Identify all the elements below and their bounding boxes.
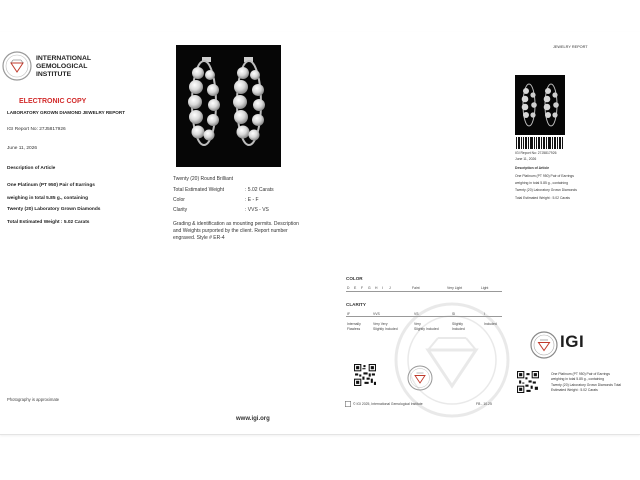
color-tick-very-light: Very Light: [447, 286, 463, 290]
right-desc-heading: Description of Article: [515, 166, 550, 170]
description-line-1: One Platinum (PT 950) Pair of Earrings: [7, 183, 95, 188]
weight-value: : 5.02 Carats: [245, 187, 274, 193]
report-number: IGI Report No: 27J5817926: [7, 127, 66, 132]
earrings-thumbnail-image: [515, 75, 565, 135]
clarity-desc-vvs-1: Very Very: [373, 322, 388, 326]
color-tick-d: D: [347, 286, 350, 290]
shape-value: Twenty (20) Round Brilliant: [173, 176, 234, 182]
color-value: : E - F: [245, 197, 259, 203]
clarity-desc-vs-1: Very: [414, 322, 421, 326]
clarity-scale-heading: CLARITY: [346, 302, 366, 307]
clarity-tick-vs: VS: [414, 312, 419, 316]
clarity-desc-if-1: Internally: [347, 322, 361, 326]
color-tick-faint: Faint: [412, 286, 420, 290]
footer-copyright: © IGI 2025, International Gemological Institute: [353, 402, 423, 406]
clarity-desc-i-1: Included: [484, 322, 497, 326]
right-bottom-line-2: weighing in total 5.85 g., containing: [551, 377, 604, 381]
igi-seal-icon: [407, 365, 433, 391]
jewelry-report-label: JEWELRY REPORT: [553, 45, 588, 49]
clarity-tick-if: IF: [347, 312, 351, 316]
barcode-icon: [515, 136, 565, 150]
right-bottom-line-4: Estimated Weight : 5.02 Carats: [551, 388, 598, 392]
right-desc-line-3: Twenty (20) Laboratory Grown Diamonds: [515, 188, 577, 192]
color-tick-g: G: [368, 286, 371, 290]
color-label: Color: [173, 197, 185, 203]
earrings-thumbnail: [515, 75, 565, 135]
clarity-desc-si-1: Slightly: [452, 322, 463, 326]
comment-line-2: and Weights purported by the client. Report number: [173, 228, 288, 234]
right-bottom-line-1: One Platinum (PT 950) Pair of Earrings: [551, 372, 610, 376]
qr-code-icon[interactable]: [517, 371, 539, 393]
color-scale-heading: COLOR: [346, 276, 363, 281]
color-tick-i: I: [382, 286, 383, 290]
clarity-scale-line: [346, 316, 502, 317]
igi-seal-icon: [2, 51, 32, 81]
right-report-date: June 11, 2026: [515, 157, 537, 161]
clarity-desc-vs-2: Slightly Included: [414, 327, 439, 331]
right-desc-line-4: Total Estimated Weight : 5.02 Carats: [515, 196, 570, 200]
report-date: June 11, 2026: [7, 146, 38, 151]
right-bottom-line-3: Twenty (20) Laboratory Grown Diamonds Total: [551, 383, 622, 387]
description-heading: Description of Article: [7, 166, 56, 171]
qr-code-icon[interactable]: [354, 364, 376, 386]
igi-brand: IGI: [560, 332, 585, 351]
photo-note: Photography is approximate: [7, 397, 60, 402]
report-title: LABORATORY GROWN DIAMOND JEWELRY REPORT: [7, 110, 125, 115]
comment-line-3: engraved. Style # ER-4: [173, 235, 225, 241]
clarity-tick-i: I: [484, 312, 485, 316]
description-line-4: Total Estimated Weight : 5.02 Carats: [7, 220, 90, 225]
comment-line-1: Grading & identification as mounting permits. Description: [173, 221, 299, 227]
clarity-desc-si-2: Included: [452, 327, 465, 331]
right-desc-line-2: weighing in total 5.85 g., containing: [515, 181, 568, 185]
org-name: [36, 55, 91, 79]
clarity-value: : VVS - VS: [245, 207, 269, 213]
color-tick-j: J: [389, 286, 391, 290]
color-tick-h: H: [375, 286, 378, 290]
earrings-image: [176, 45, 281, 167]
website-link[interactable]: www.igi.org: [236, 416, 270, 422]
clarity-desc-vvs-2: Slightly Included: [373, 327, 398, 331]
org-line-3: INSTITUTE: [36, 71, 72, 78]
description-line-2: weighing in total 5.85 g., containing: [7, 196, 89, 201]
footer-code: FB - 10.25: [476, 402, 492, 406]
earrings-photo: [176, 45, 281, 167]
description-line-3: Twenty (20) Laboratory Grown Diamonds: [7, 207, 101, 212]
electronic-copy-label: ELECTRONIC COPY: [19, 98, 87, 105]
color-tick-f: F: [361, 286, 364, 290]
color-tick-e: E: [354, 286, 357, 290]
org-line-2: GEMOLOGICAL: [36, 63, 88, 70]
color-tick-light: Light: [481, 286, 489, 290]
clarity-tick-vvs: VVS: [373, 312, 380, 316]
igi-logo-icon: [530, 331, 558, 359]
right-desc-line-1: One Platinum (PT 950) Pair of Earrings: [515, 174, 574, 178]
color-scale-line: [346, 291, 502, 292]
right-report-number: IGI Report No: 27J5817926: [515, 151, 557, 155]
weight-label: Total Estimated Weight: [173, 187, 225, 193]
clarity-label: Clarity: [173, 207, 188, 213]
org-line-1: INTERNATIONAL: [36, 55, 91, 62]
clarity-desc-if-2: Flawless: [347, 327, 361, 331]
iso-badge-icon: [345, 401, 351, 407]
clarity-tick-si: SI: [452, 312, 456, 316]
